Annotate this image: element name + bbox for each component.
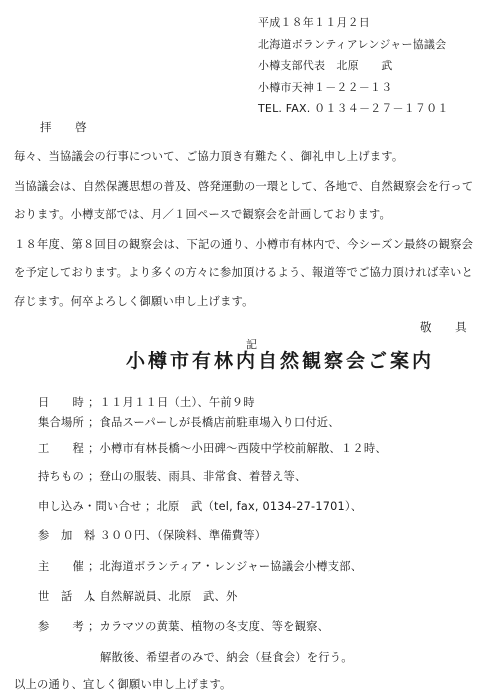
letter-date: 平成１８年１１月２日 (258, 16, 370, 29)
body-line-6: 存じます。何卒よろしく御願い申し上げます。 (14, 295, 254, 308)
sender-organization: 北海道ボランティアレンジャー協議会 (258, 38, 447, 51)
body-line-3: おります。小樽支部では、月／１回ペースで観察会を計画しております。 (14, 208, 392, 221)
detail-value-datetime: ；１１月１１日（土）、午前９時 (88, 396, 255, 409)
detail-notes-continued: 解散後、希望者のみで、納会（昼食会）を行う。 (100, 651, 353, 664)
letter-closing: 敬 具 (420, 320, 467, 334)
sender-phone-fax: TEL. FAX. ０１３４－２７－１７０１ (258, 102, 449, 115)
detail-label-guide: 世 話 人 (38, 590, 96, 603)
detail-value-belongings: ；登山の服装、雨具、非常食、着替え等、 (88, 470, 307, 483)
detail-label-contact: 申し込み・問い合せ (38, 500, 142, 513)
body-line-5: を予定しております。より多くの方々に参加頂けるよう、報道等でご協力頂ければ幸いと (14, 266, 473, 279)
detail-label-notes: 参 考 (38, 620, 84, 633)
sender-representative: 小樽支部代表 北原 武 (258, 59, 393, 72)
detail-value-notes: ；カラマツの黄葉、植物の冬支度、等を観察、 (88, 620, 330, 633)
detail-value-meeting-place: ；食品スーパーしが長橋店前駐車場入り口付近、 (88, 416, 340, 429)
body-line-4: １８年度、第８回目の観察会は、下記の通り、小樽市有林内で、今シーズン最終の観察会 (14, 238, 474, 251)
letter-opening: 拝 啓 (40, 120, 87, 134)
body-line-1: 毎々、当協議会の行事について、ご協力頂き有難たく、御礼申し上げます。 (14, 150, 404, 163)
body-line-2: 当協議会は、自然保護思想の普及、啓発運動の一環として、各地で、自然観察会を行って (14, 180, 474, 193)
detail-value-route: ；小樽市有林長橋～小田碑～西陵中学校前解散、１２時、 (88, 442, 387, 455)
ki-mark: 記 (246, 338, 258, 351)
detail-label-belongings: 持ちもの (38, 470, 84, 483)
detail-value-fee: ；３００円、（保険料、準備費等） (88, 529, 267, 542)
sender-address: 小樽市天神１－２２－１３ (258, 81, 393, 94)
detail-label-fee: 参 加 料 (38, 529, 96, 542)
detail-label-route: 工 程 (38, 442, 84, 455)
event-title: 小樽市有林内自然観察会ご案内 (125, 350, 434, 372)
detail-value-contact: ；北原 武（tel, fax, 0134-27-1701）、 (145, 500, 363, 513)
detail-value-guide: ；自然解説員、北原 武、外 (88, 590, 238, 603)
detail-label-organizer: 主 催 (38, 560, 84, 573)
detail-value-organizer: ；北海道ボランティア・レンジャー協議会小樽支部、 (88, 560, 363, 573)
detail-label-datetime: 日 時 (38, 396, 84, 409)
detail-label-meeting-place: 集合場所 (38, 416, 84, 429)
closing-line: 以上の通り、宜しく御願い申し上げます。 (14, 678, 232, 691)
